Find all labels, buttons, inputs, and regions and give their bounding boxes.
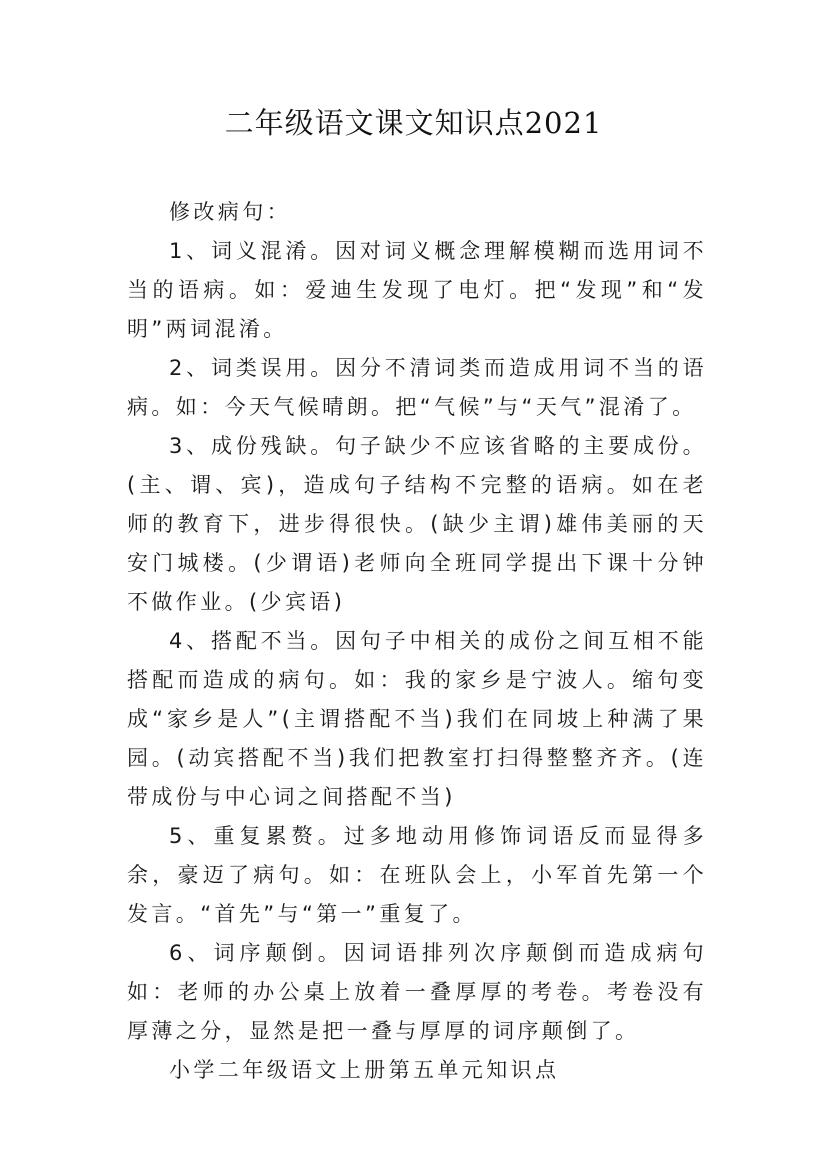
document-body (127, 193, 707, 1090)
paragraph-item-1: 1、词义混淆。因对词义概念理解模糊而选用词不当的语病。如：爱迪生发现了电灯。把“发现”和“发明”两词混淆。 (127, 239, 707, 341)
paragraph-item-5: 5、重复累赘。过多地动用修饰词语反而显得多余，豪迈了病句。如：在班队会上，小军首先第一个发言。“首先”与“第一”重复了。 (127, 824, 707, 926)
paragraph-section-heading: 小学二年级语文上册第五单元知识点 (169, 1058, 560, 1082)
paragraph-intro: 修改病句： (169, 200, 291, 224)
document-title: 二年级语文课文知识点2021 (224, 106, 603, 140)
paragraph-item-4: 4、搭配不当。因句子中相关的成份之间互相不能搭配而造成的病句。如：我的家乡是宁波人。缩句变成“家乡是人”(主谓搭配不当)我们在同坡上种满了果园。(动宾搭配不当)我们把教室打扫得整整齐齐。(连带成份与中心词之间搭配不当) (127, 629, 707, 809)
paragraph-item-2: 2、词类误用。因分不清词类而造成用词不当的语病。如：今天气候晴朗。把“气候”与“天气”混淆了。 (127, 356, 707, 419)
paragraph-item-6: 6、词序颠倒。因词语排列次序颠倒而造成病句如：老师的办公桌上放着一叠厚厚的考卷。考卷没有厚薄之分，显然是把一叠与厚厚的词序颠倒了。 (127, 941, 707, 1043)
paragraph-item-3: 3、成份残缺。句子缺少不应该省略的主要成份。(主、谓、宾)，造成句子结构不完整的语病。如在老师的教育下，进步得很快。(缺少主谓)雄伟美丽的天安门城楼。(少谓语)老师向全班同学提出下课十分钟不做作业。(少宾语) (127, 434, 707, 614)
